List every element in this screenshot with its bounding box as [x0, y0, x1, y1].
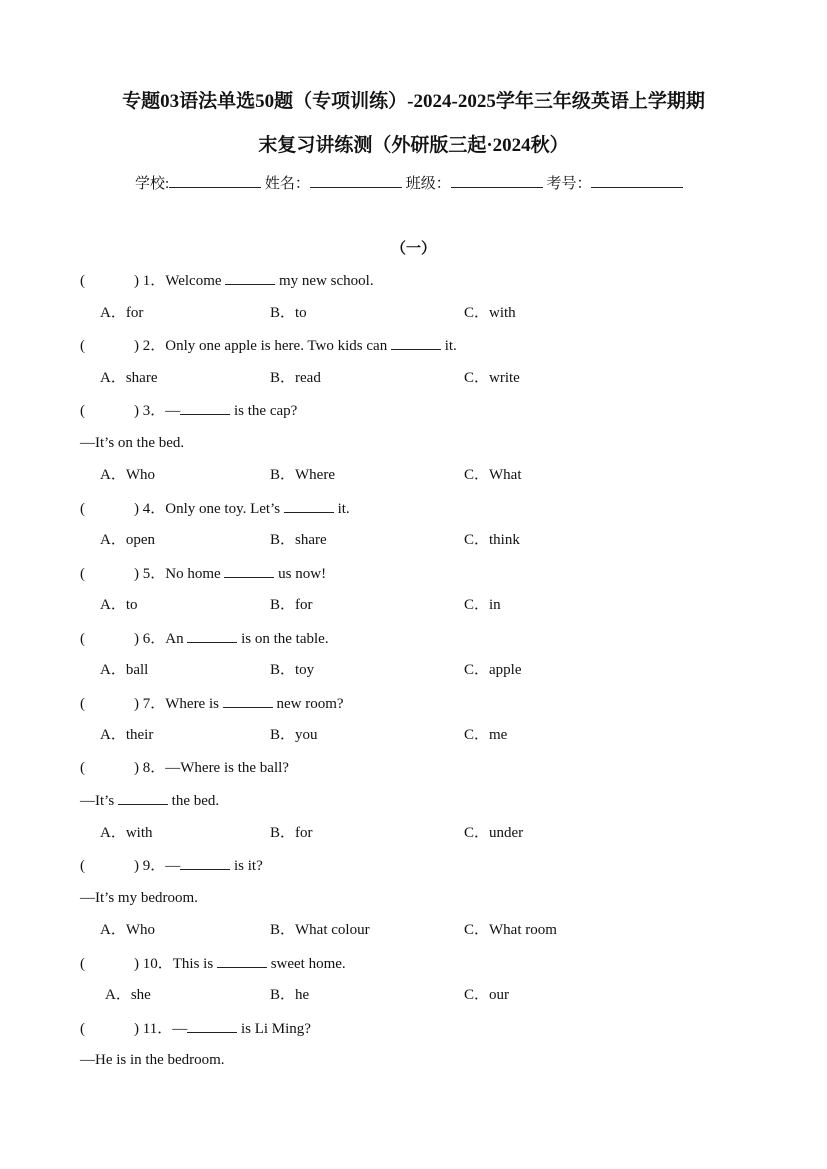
answer-paren: ( [80, 566, 85, 582]
answer-paren: ( [80, 956, 85, 972]
exam-number-blank [591, 172, 683, 188]
question-9-answer: —It’s my bedroom. [80, 890, 198, 906]
question-number: ) 6． [134, 631, 166, 647]
question-6 [80, 628, 329, 649]
option-a: A．with [100, 825, 153, 841]
question-text: is Li Ming? [237, 1021, 311, 1037]
question-text: is on the table. [237, 631, 329, 647]
question-number: ) 2． [134, 338, 166, 354]
answer-blank [284, 498, 334, 513]
answer-text: —It’s [80, 793, 118, 809]
question-number: ) 10． [134, 956, 173, 972]
answer-paren: ( [80, 858, 85, 874]
document-title-line-1: 专题03语法单选50题（专项训练）-2024-2025学年三年级英语上学期期 [122, 91, 705, 112]
answer-blank [223, 693, 273, 708]
question-text: Welcome [165, 273, 226, 289]
question-text: us now! [274, 566, 327, 582]
answer-paren: ( [80, 501, 85, 517]
option-b: B．you [270, 727, 318, 743]
exam-number-label: 考号： [546, 176, 592, 192]
answer-text: the bed. [167, 793, 220, 809]
question-text: it. [440, 338, 457, 354]
question-9 [80, 855, 263, 876]
question-text: — [165, 858, 181, 874]
answer-blank [217, 953, 267, 968]
option-b: B．he [270, 987, 310, 1003]
answer-blank [225, 270, 275, 285]
section-title: （一） [390, 241, 436, 257]
question-5 [80, 563, 326, 584]
question-8-answer [80, 790, 219, 811]
question-text: Where is [165, 696, 223, 712]
option-c: C．in [464, 597, 501, 613]
option-c: C．with [464, 305, 516, 321]
answer-paren: ( [80, 403, 85, 419]
question-3-answer: —It’s on the bed. [80, 435, 185, 451]
answer-blank [224, 563, 274, 578]
class-blank [451, 172, 543, 188]
question-text: is it? [230, 858, 263, 874]
school-label: 学校: [135, 176, 170, 192]
option-a: A．Who [100, 467, 155, 483]
option-a: A．share [100, 370, 158, 386]
question-number: ) 8． [134, 760, 166, 776]
name-blank [310, 172, 402, 188]
option-b: B．to [270, 305, 307, 321]
option-a: A．open [100, 532, 155, 548]
option-b: B．toy [270, 662, 315, 678]
question-text: — [172, 1021, 188, 1037]
answer-paren: ( [80, 273, 85, 289]
name-label: 姓名： [264, 176, 310, 192]
question-text: No home [165, 566, 225, 582]
class-label: 班级： [405, 176, 451, 192]
answer-paren: ( [80, 338, 85, 354]
answer-paren: ( [80, 631, 85, 647]
answer-paren: ( [80, 696, 85, 712]
question-number: ) 11． [134, 1021, 173, 1037]
question-text: my new school. [275, 273, 374, 289]
option-a: A．for [100, 305, 144, 321]
question-4 [80, 498, 350, 519]
question-1 [80, 270, 374, 291]
option-c: C．under [464, 825, 524, 841]
option-c: C．write [464, 370, 520, 386]
question-text: —Where is the ball? [165, 760, 289, 776]
option-a: A．to [100, 597, 138, 613]
option-a: A．Who [100, 922, 155, 938]
answer-blank [391, 335, 441, 350]
option-b: B．for [270, 597, 313, 613]
option-c: C．think [464, 532, 520, 548]
question-number: ) 5． [134, 566, 166, 582]
question-text: Only one toy. Let’s [165, 501, 284, 517]
option-c: C．apple [464, 662, 522, 678]
option-b: B．read [270, 370, 321, 386]
question-3 [80, 400, 297, 421]
question-text: — [165, 403, 181, 419]
question-number: ) 1． [134, 273, 166, 289]
question-11-answer: —He is in the bedroom. [80, 1052, 225, 1068]
answer-blank [180, 855, 230, 870]
question-number: ) 7． [134, 696, 166, 712]
question-7 [80, 693, 344, 714]
question-text: sweet home. [266, 956, 346, 972]
question-2 [80, 335, 457, 356]
question-text: This is [172, 956, 217, 972]
option-a: A．ball [100, 662, 149, 678]
answer-paren: ( [80, 760, 85, 776]
question-number: ) 4． [134, 501, 166, 517]
question-text: An [165, 631, 188, 647]
option-c: C．What [464, 467, 522, 483]
question-number: ) 3． [134, 403, 166, 419]
question-number: ) 9． [134, 858, 166, 874]
question-text: it. [333, 501, 350, 517]
option-c: C．me [464, 727, 508, 743]
option-a: A．she [105, 987, 151, 1003]
question-text: is the cap? [230, 403, 298, 419]
school-blank [169, 172, 261, 188]
answer-blank [118, 790, 168, 805]
option-c: C．our [464, 987, 510, 1003]
answer-blank [180, 400, 230, 415]
answer-blank [187, 1018, 237, 1033]
option-b: B．Where [270, 467, 335, 483]
question-text: new room? [272, 696, 344, 712]
option-b: B．share [270, 532, 327, 548]
question-8 [80, 758, 289, 778]
answer-blank [187, 628, 237, 643]
answer-paren: ( [80, 1021, 85, 1037]
option-a: A．their [100, 727, 154, 743]
question-text: Only one apple is here. Two kids can [165, 338, 391, 354]
document-title-line-2: 末复习讲练测（外研版三起·2024秋） [258, 135, 569, 156]
option-c: C．What room [464, 922, 557, 938]
option-b: B．What colour [270, 922, 370, 938]
student-info-row [135, 172, 683, 195]
option-b: B．for [270, 825, 313, 841]
question-10 [80, 953, 346, 974]
question-11 [80, 1018, 311, 1039]
